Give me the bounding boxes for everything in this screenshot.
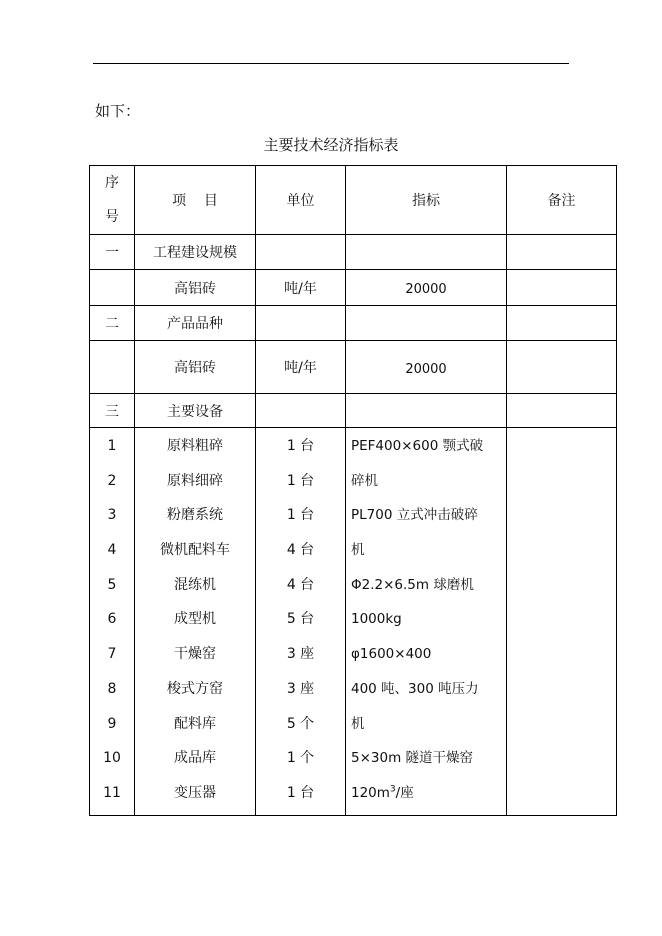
empty-cell <box>507 341 617 394</box>
indicator-line: PL700 立式冲击破碎 <box>351 507 478 524</box>
section-row-1 <box>90 235 617 270</box>
header-unit: 单位 <box>256 166 346 235</box>
header-no-line2: 号 <box>105 209 119 225</box>
section-title: 工程建设规模 <box>135 235 256 270</box>
indicator-line-superscript: 3 <box>389 784 396 795</box>
row-unit: 吨/年 <box>256 341 346 394</box>
equipment-no: 5 <box>107 576 117 593</box>
empty-cell <box>507 235 617 270</box>
header-no <box>90 166 135 235</box>
equipment-item: 混练机 <box>174 576 216 593</box>
equipment-unit: 3 座 <box>286 680 315 697</box>
equipment-no: 8 <box>107 680 117 697</box>
indicator-line: φ1600×400 <box>351 646 432 663</box>
equipment-no: 2 <box>107 472 117 489</box>
empty-cell <box>256 306 346 341</box>
equipment-item: 粉磨系统 <box>167 507 223 524</box>
equipment-no: 3 <box>107 507 117 524</box>
section-row-2 <box>90 306 617 341</box>
indicator-line-base: 120m <box>351 784 390 801</box>
section-title: 主要设备 <box>135 394 256 428</box>
indicator-line: 碎机 <box>351 472 378 489</box>
header-no-line1: 序 <box>105 175 119 191</box>
equipment-item: 配料库 <box>174 715 216 732</box>
equipment-remark-column <box>507 428 617 816</box>
intro-text: 如下： <box>95 102 141 120</box>
equipment-no: 11 <box>103 784 121 801</box>
equipment-unit: 5 台 <box>286 611 315 628</box>
equipment-item: 原料粗碎 <box>167 438 223 454</box>
indicator-line-suffix: /座 <box>395 784 414 801</box>
empty-cell <box>346 306 507 341</box>
row-item: 高铝砖 <box>135 270 256 306</box>
empty-cell <box>346 394 507 428</box>
row-unit: 吨/年 <box>256 270 346 306</box>
equipment-unit-column <box>256 428 346 816</box>
header-remark: 备注 <box>507 166 617 235</box>
table-row <box>90 270 617 306</box>
equipment-item: 成品库 <box>174 750 216 767</box>
indicator-line: 机 <box>351 715 365 732</box>
row-indicator: 20000 <box>346 341 507 394</box>
equipment-item: 干燥窑 <box>174 646 216 663</box>
header-indicator: 指标 <box>346 166 507 235</box>
empty-cell <box>256 394 346 428</box>
equipment-no: 9 <box>107 715 117 732</box>
empty-cell <box>507 394 617 428</box>
section-no: 一 <box>90 235 135 270</box>
empty-cell <box>346 235 507 270</box>
indicator-line: Φ2.2×6.5m 球磨机 <box>351 576 474 593</box>
equipment-indicator-column <box>346 428 507 816</box>
row-indicator: 20000 <box>346 270 507 306</box>
section-no: 三 <box>90 394 135 428</box>
equipment-unit: 1 台 <box>286 438 315 454</box>
equipment-no: 4 <box>107 542 117 559</box>
equipment-item: 微机配料车 <box>160 542 230 559</box>
equipment-item: 变压器 <box>174 784 216 801</box>
indicator-line: PEF400×600 颚式破 <box>351 438 484 454</box>
equipment-item: 成型机 <box>174 611 216 628</box>
header-row <box>90 166 617 235</box>
header-item <box>135 166 256 235</box>
indicator-line: 1000kg <box>351 611 402 628</box>
equipment-no: 7 <box>107 646 117 663</box>
equipment-block <box>90 428 617 816</box>
equipment-unit: 5 个 <box>286 715 315 732</box>
equipment-unit: 4 台 <box>286 576 315 593</box>
equipment-unit: 4 台 <box>286 542 315 559</box>
equipment-item: 梭式方窑 <box>167 680 223 697</box>
empty-cell <box>90 341 135 394</box>
equipment-unit: 1 台 <box>286 507 315 524</box>
indicators-table <box>89 165 617 816</box>
table-row <box>90 341 617 394</box>
equipment-unit: 1 台 <box>286 784 315 801</box>
indicator-line: 400 吨、300 吨压力 <box>351 680 479 697</box>
equipment-item-column <box>135 428 256 816</box>
equipment-unit: 3 座 <box>286 646 315 663</box>
empty-cell <box>507 270 617 306</box>
section-no: 二 <box>90 306 135 341</box>
equipment-unit: 1 台 <box>286 472 315 489</box>
section-title: 产品品种 <box>135 306 256 341</box>
equipment-no-column <box>90 428 135 816</box>
equipment-item: 原料细碎 <box>167 472 223 489</box>
equipment-no: 10 <box>103 750 121 767</box>
empty-cell <box>90 270 135 306</box>
top-horizontal-rule <box>93 63 569 64</box>
section-row-3 <box>90 394 617 428</box>
indicator-line <box>346 780 506 815</box>
row-item: 高铝砖 <box>135 341 256 394</box>
equipment-no: 6 <box>107 611 117 628</box>
equipment-no: 1 <box>107 438 117 454</box>
table-title: 主要技术经济指标表 <box>263 136 399 154</box>
indicator-line: 机 <box>351 542 365 559</box>
empty-cell <box>507 306 617 341</box>
equipment-unit: 1 个 <box>286 750 315 767</box>
header-item-label: 项 目 <box>172 193 218 209</box>
indicator-line: 5×30m 隧道干燥窑 <box>351 750 474 767</box>
empty-cell <box>256 235 346 270</box>
